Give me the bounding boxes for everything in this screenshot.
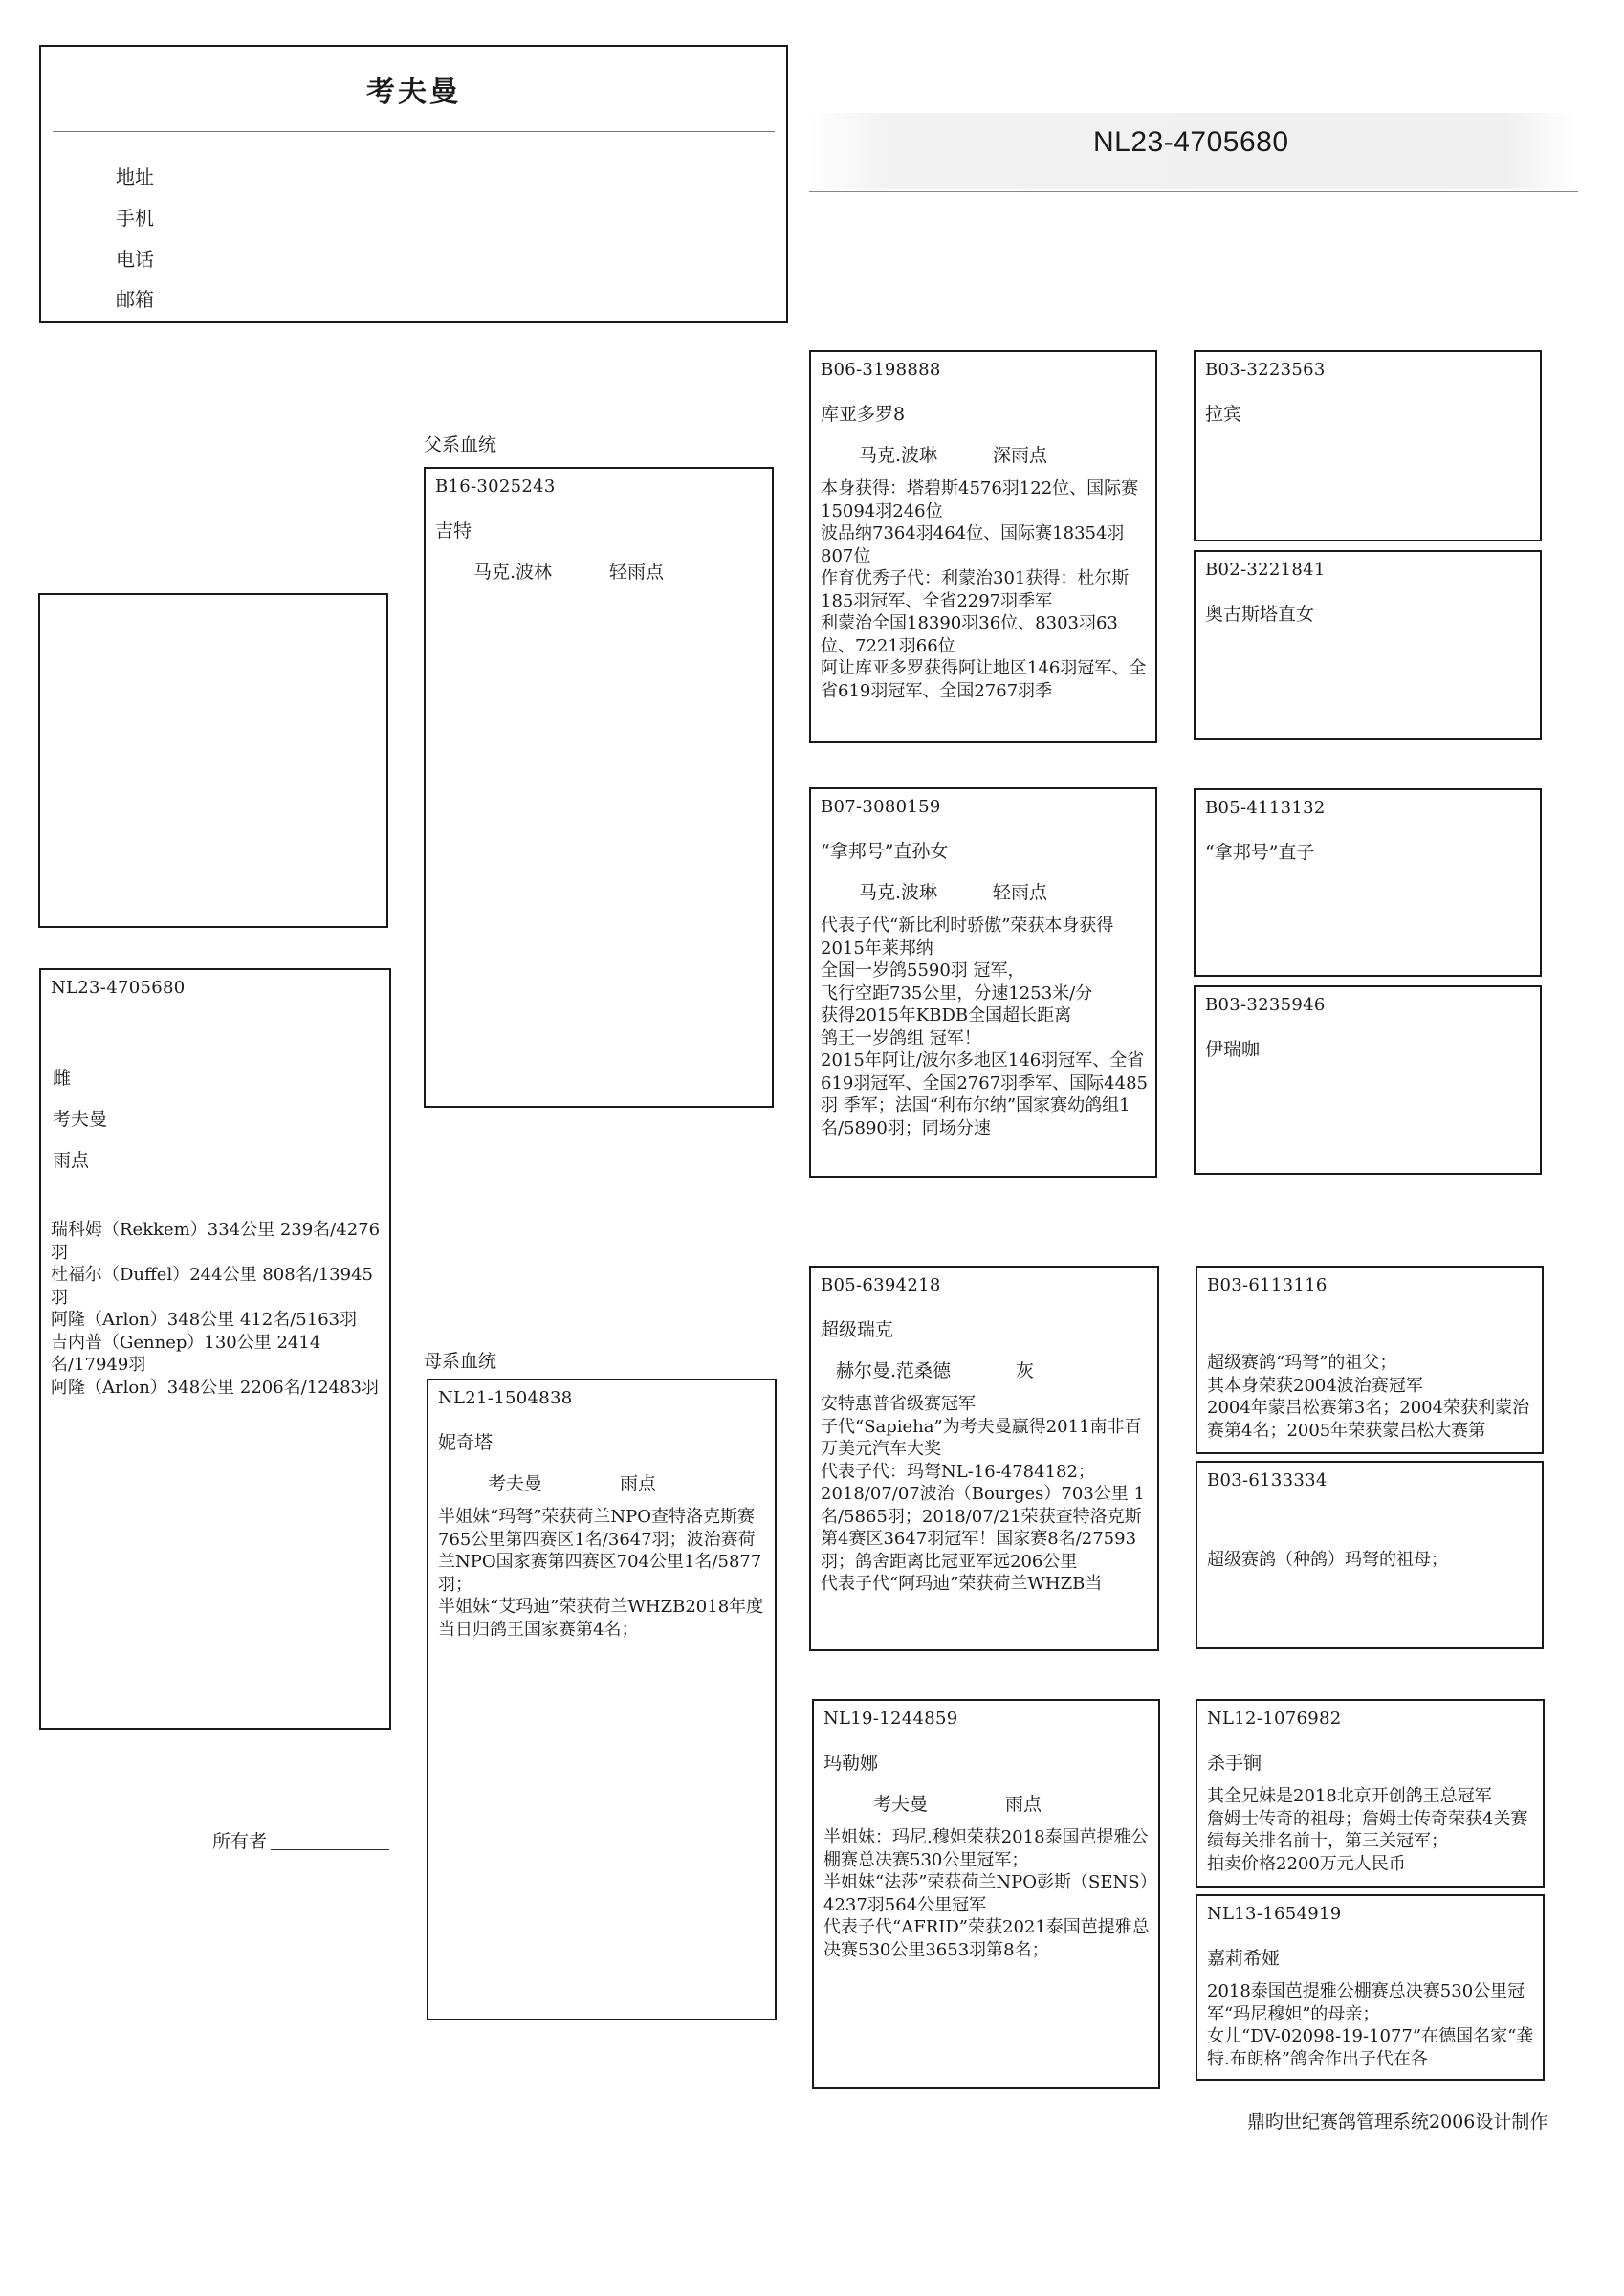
sire-dam-color: 轻雨点 <box>993 882 1048 903</box>
dam-dam-name: 玛勒娜 <box>823 1753 879 1774</box>
ssd-box <box>1194 550 1542 740</box>
dsd-notes: 超级赛鸽（种鸽）玛弩的祖母； <box>1207 1550 1448 1570</box>
dam-dam-breeder: 考夫曼 <box>873 1794 929 1815</box>
ssd-name: 奥古斯塔直女 <box>1205 604 1315 625</box>
dam-line-label: 母系血统 <box>424 1351 497 1372</box>
dam-notes: 半姐妹“玛弩”荣获荷兰NPO查特洛克斯赛765公里第四赛区1名/3647羽；波治赛荷兰NPO国家赛第四赛区704公里1名/5877羽； 半姐妹“艾玛迪”荣获荷兰WHZB2018年度当日归鸽王国家赛第4名； <box>438 1507 764 1640</box>
sire-dam-breeder: 马克.波琳 <box>859 882 938 903</box>
subject-color: 雨点 <box>53 1150 90 1171</box>
email-label: 邮箱 <box>116 288 154 311</box>
dam-name: 妮奇塔 <box>438 1432 494 1453</box>
sire-dam-id: B07-3080159 <box>821 797 941 817</box>
dam-dam-id: NL19-1244859 <box>823 1709 958 1729</box>
ssd-id: B02-3221841 <box>1205 560 1326 580</box>
address-label: 地址 <box>116 166 154 188</box>
sdd-id: B03-3235946 <box>1205 995 1326 1015</box>
dsd-id: B03-6133334 <box>1207 1470 1328 1490</box>
ring-number-divider <box>809 191 1578 192</box>
dss-box <box>1196 1266 1544 1454</box>
sire-color: 轻雨点 <box>609 562 665 583</box>
subject-breeder: 考夫曼 <box>53 1109 108 1130</box>
sire-sire-notes: 本身获得：塔碧斯4576羽122位、国际赛15094羽246位 波品纳7364羽464位、国际赛18354羽807位 作育优秀子代：利蒙治301获得：杜尔斯185羽冠军、全省2297羽季军 利蒙治全国18390羽36位、8303羽63位、7221羽66位 阿让库亚多罗获得阿让地区146羽冠军、全省619羽冠军、全国2767羽季 <box>821 478 1147 701</box>
dam-breeder: 考夫曼 <box>488 1473 543 1494</box>
sds-id: B05-4113132 <box>1205 798 1326 818</box>
sire-sire-breeder: 马克.波琳 <box>859 445 938 466</box>
dam-dam-color: 雨点 <box>1005 1794 1042 1815</box>
footer-credit: 鼎昀世纪赛鸽管理系统2006设计制作 <box>1247 2111 1548 2132</box>
sire-line-label: 父系血统 <box>424 434 497 455</box>
dds-name: 杀手锏 <box>1207 1753 1262 1774</box>
owner-signature-line <box>271 1849 389 1850</box>
sire-sire-id: B06-3198888 <box>821 360 941 380</box>
sire-dam-notes: 代表子代“新比利时骄傲”荣获本身获得2015年莱邦纳 全国一岁鸽5590羽 冠军， 飞行空距735公里，分速1253米/分 获得2015年KBDB全国超长距离 鸽王一岁鸽组 冠军！ 2015年阿让/波尔多地区146羽冠军、全省619羽冠军、全国2767羽季军、国际4485羽 季军；法国“利布尔纳”国家赛幼鸽组1名/5890羽；同场分速 <box>821 916 1148 1138</box>
dss-notes: 超级赛鸽“玛弩”的祖父； 其本身荣获2004波治赛冠军 2004年蒙吕松赛第3名；2004荣获利蒙治赛第4名；2005年荣获蒙吕松大赛第 <box>1207 1353 1530 1441</box>
dam-color: 雨点 <box>620 1473 657 1494</box>
sire-sire-box <box>809 350 1157 743</box>
subject-results: 瑞科姆（Rekkem）334公里 239名/4276羽 杜福尔（Duffel）244公里 808名/13945羽 阿隆（Arlon）348公里 412名/5163羽 吉内普（Gennep）130公里 2414名/17949羽 阿隆（Arlon）348公里 2206名/12483羽 <box>51 1220 381 1398</box>
mobile-label: 手机 <box>116 207 154 230</box>
dds-box <box>1196 1699 1545 1888</box>
dsd-box <box>1196 1461 1544 1649</box>
subject-sex: 雌 <box>53 1068 72 1089</box>
sire-dam-box <box>809 787 1157 1178</box>
owner-name: 考夫曼 <box>366 76 461 109</box>
ddd-box <box>1196 1894 1545 2081</box>
dss-id: B03-6113116 <box>1207 1275 1328 1295</box>
header-divider <box>53 131 775 132</box>
ddd-notes: 2018泰国芭提雅公棚赛总决赛530公里冠军“玛尼穆妲”的母亲； 女儿“DV-02098-19-1077”在德国名家“龚特.布朗格”鸽舍作出子代在各 <box>1207 1981 1534 2069</box>
phone-label: 电话 <box>116 248 154 271</box>
sss-name: 拉宾 <box>1205 404 1242 425</box>
dam-id: NL21-1504838 <box>438 1388 573 1408</box>
sire-sire-name: 库亚多罗8 <box>821 404 906 425</box>
sdd-box <box>1194 985 1542 1175</box>
sire-box <box>424 467 774 1108</box>
dam-sire-box <box>809 1266 1159 1651</box>
sss-box <box>1194 350 1542 541</box>
sire-sire-color: 深雨点 <box>993 445 1048 466</box>
dam-sire-name: 超级瑞克 <box>821 1319 894 1340</box>
dam-dam-notes: 半姐妹：玛尼.穆妲荣获2018泰国芭提雅公棚赛总决赛530公里冠军； 半姐妹“法莎”荣获荷兰NPO彭斯（SENS）4237羽564公里冠军 代表子代“AFRID”荣获2021泰国芭提雅总决赛530公里3653羽第8名； <box>823 1827 1150 1960</box>
subject-box <box>39 968 391 1730</box>
sds-name: “拿邦号”直子 <box>1205 842 1315 863</box>
ddd-name: 嘉莉希娅 <box>1207 1948 1281 1969</box>
sire-dam-name: “拿邦号”直孙女 <box>821 841 949 862</box>
subject-id: NL23-4705680 <box>51 978 186 998</box>
dam-sire-notes: 安特惠普省级赛冠军 子代“Sapieha”为考夫曼赢得2011南非百万美元汽车大奖 代表子代：玛弩NL-16-4784182；2018/07/07波治（Bourges）703公里 1名/5865羽；2018/07/21荣获查特洛克斯第4赛区3647羽冠军！国家赛8名/27593羽；鸽舍距离比冠亚军远206公里 代表子代“阿玛迪”荣获荷兰WHZB当 <box>821 1394 1145 1594</box>
dds-id: NL12-1076982 <box>1207 1709 1342 1729</box>
dam-dam-box <box>812 1699 1160 2089</box>
photo-box <box>38 593 388 928</box>
dds-notes: 其全兄妹是2018北京开创鸽王总冠军 詹姆士传奇的祖母；詹姆士传奇荣获4关赛绩每关排名前十，第三关冠军； 拍卖价格2200万元人民币 <box>1207 1786 1528 1874</box>
owner-header-box <box>39 45 788 323</box>
dam-sire-color: 灰 <box>1016 1360 1035 1381</box>
dam-box <box>427 1379 777 2020</box>
ddd-id: NL13-1654919 <box>1207 1904 1342 1924</box>
sire-name: 吉特 <box>435 520 472 541</box>
sss-id: B03-3223563 <box>1205 360 1326 380</box>
sire-id: B16-3025243 <box>435 476 556 497</box>
dam-sire-id: B05-6394218 <box>821 1275 941 1295</box>
sire-breeder: 马克.波林 <box>473 562 553 583</box>
ring-number-title: NL23-4705680 <box>1093 126 1289 158</box>
sds-box <box>1194 788 1542 977</box>
owner-label: 所有者 <box>212 1831 268 1852</box>
dam-sire-breeder: 赫尔曼.范桑德 <box>836 1360 952 1381</box>
sdd-name: 伊瑞咖 <box>1205 1039 1261 1060</box>
